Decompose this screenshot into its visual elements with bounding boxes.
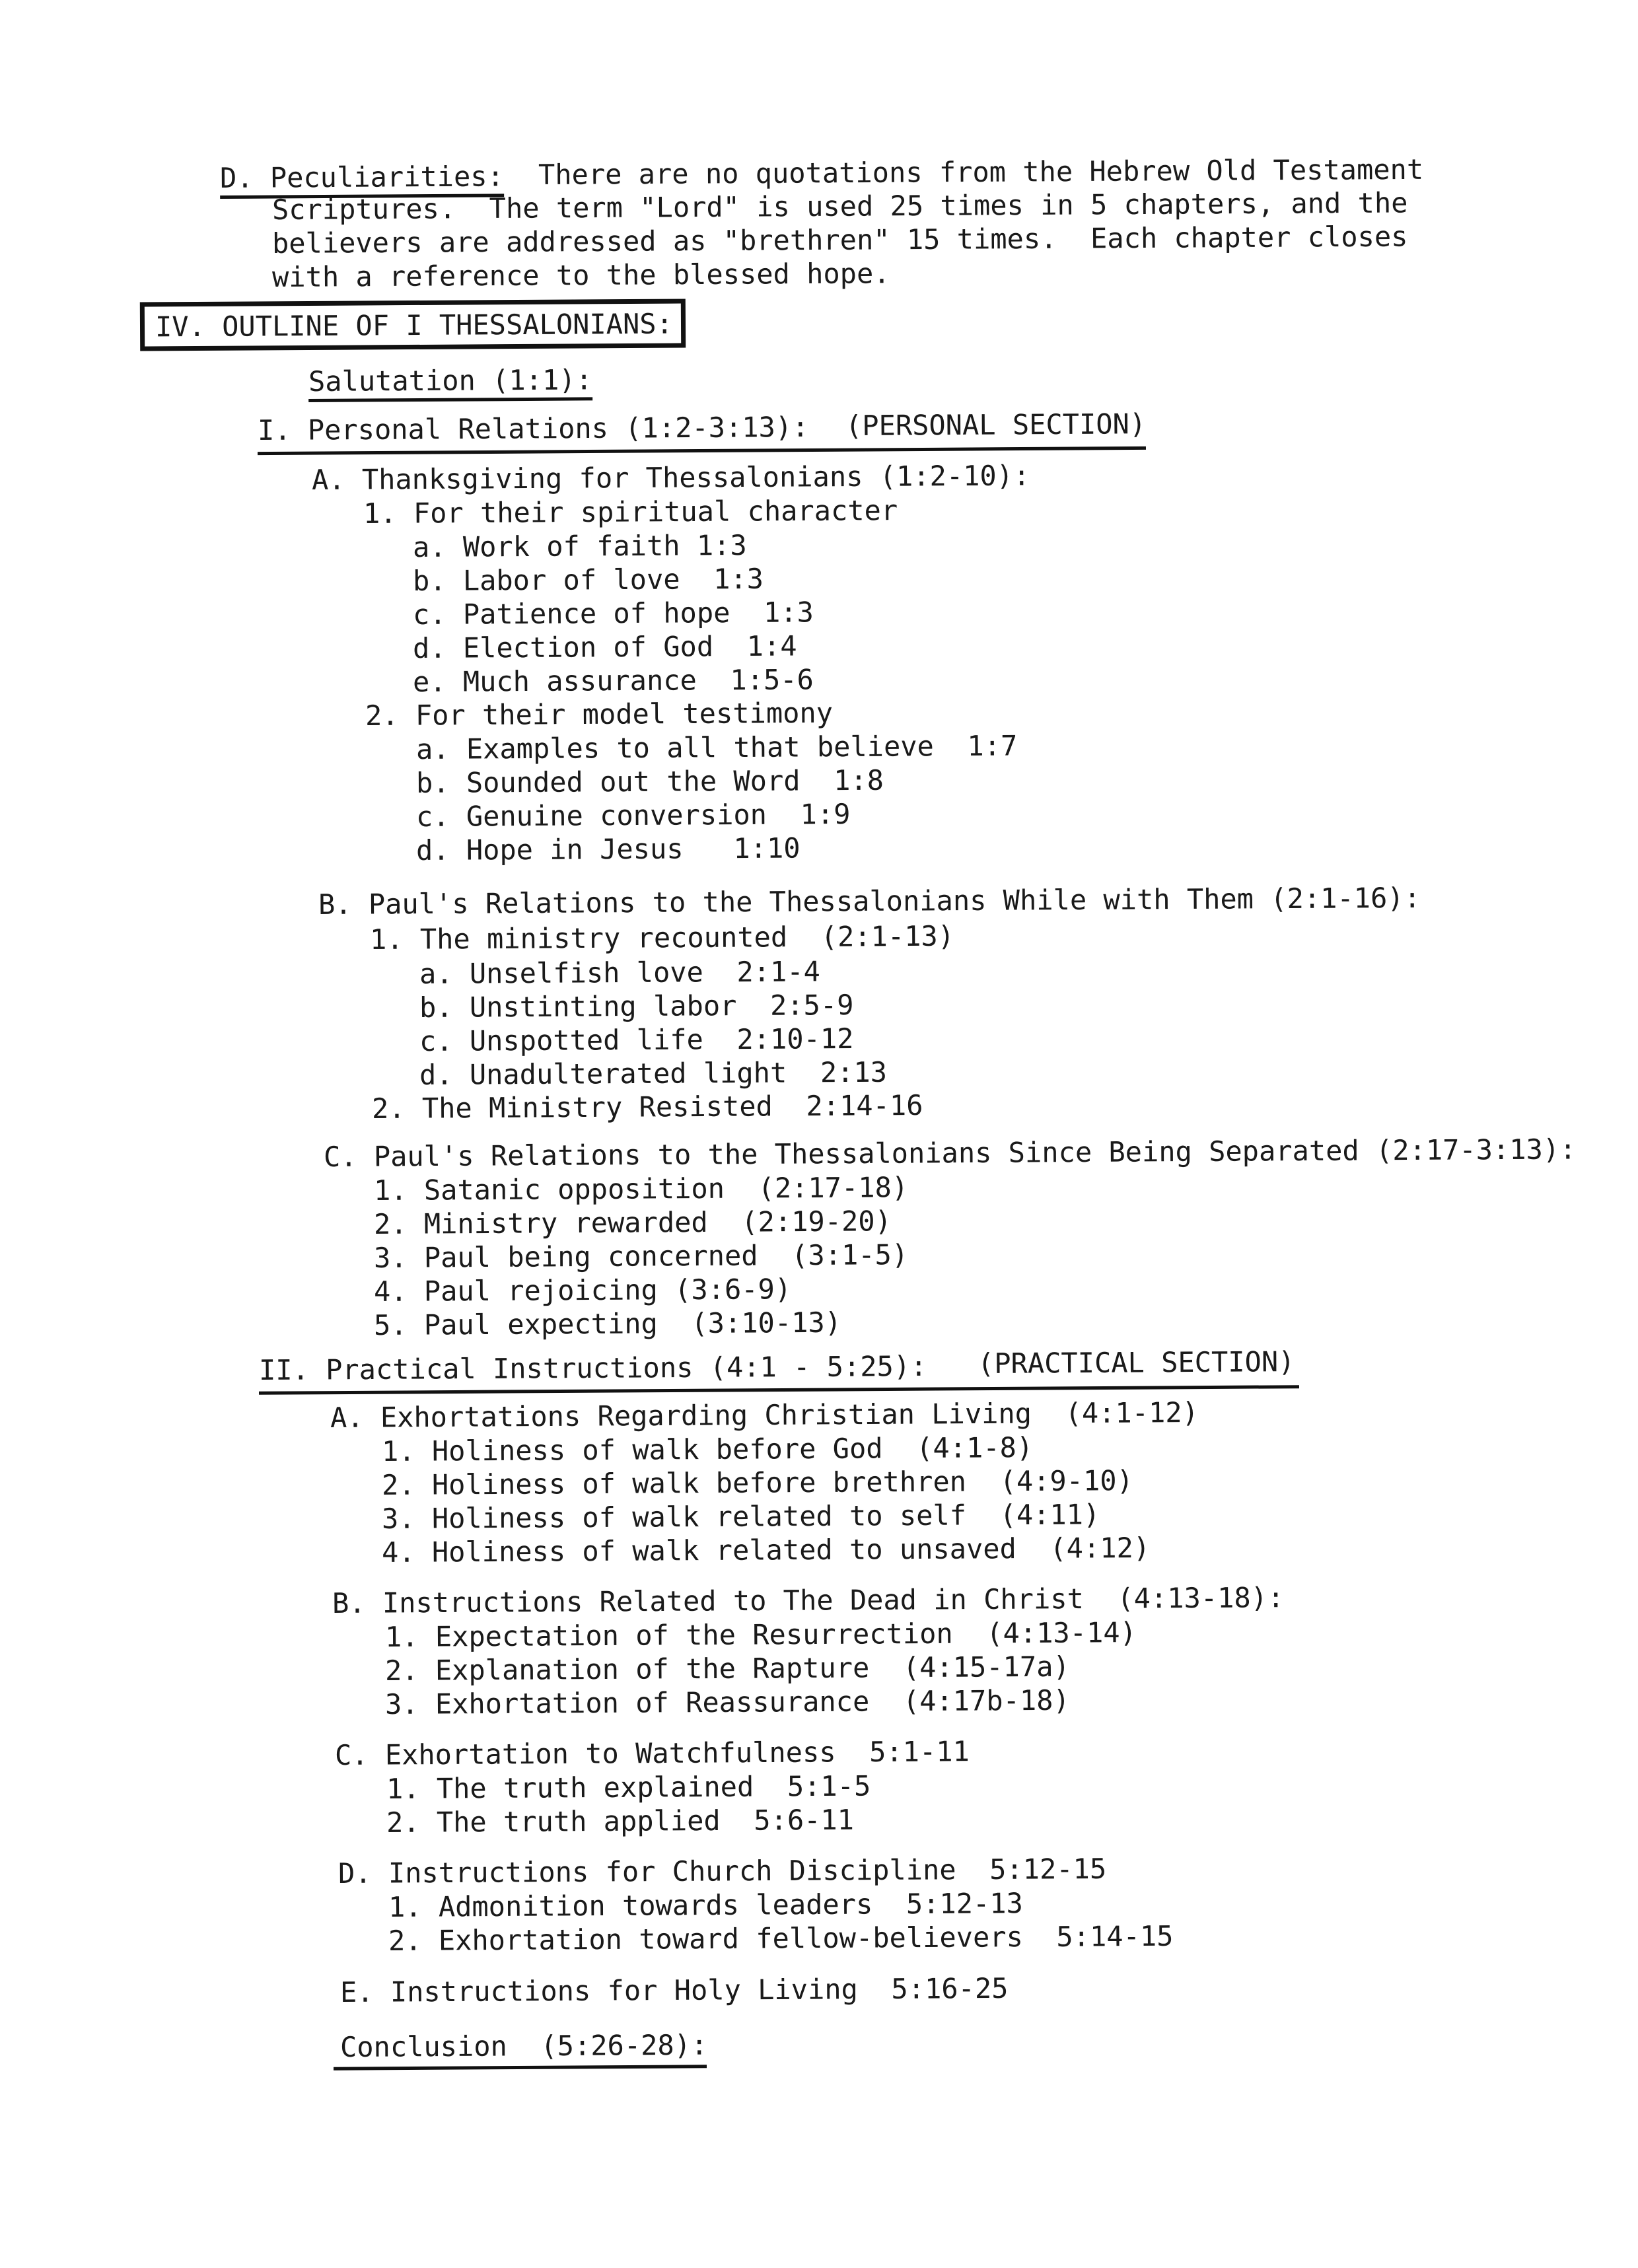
part1-C-item-1: 1. Satanic opposition (2:17-18): [373, 1171, 909, 1207]
part1-B-item-1a: a. Unselfish love 2:1-4: [419, 955, 821, 990]
part1-A-item-2b: b. Sounded out the Word 1:8: [415, 763, 884, 799]
part1-A-item-2: 2. For their model testimony: [365, 696, 834, 732]
conclusion: Conclusion (5:26-28):: [339, 2028, 708, 2063]
part1-underline: [258, 446, 1146, 455]
peculiarities-line-1: There are no quotations from the Hebrew Old Testament: [538, 153, 1424, 191]
conclusion-underline: [334, 2065, 707, 2070]
part1-B-title: B. Paul's Relations to the Thessalonians While with Them (2:1-16):: [318, 881, 1421, 921]
part1-tag: (PERSONAL SECTION): [845, 408, 1147, 442]
peculiarities-heading: D. Peculiarities:: [220, 160, 504, 195]
part1-B-item-1c: c. Unspotted life 2:10-12: [419, 1022, 854, 1057]
salutation: Salutation (1:1):: [308, 363, 592, 398]
part1-A-item-1b: b. Labor of love 1:3: [412, 562, 764, 597]
part2-D-item-2: 2. Exhortation toward fellow-believers 5:14-15: [388, 1919, 1174, 1957]
part1-A-item-1e: e. Much assurance 1:5-6: [412, 663, 814, 698]
part2-A-item-4: 4. Holiness of walk related to unsaved (4:12): [381, 1531, 1151, 1569]
part2-A-title: A. Exhortations Regarding Christian Living (4:1-12): [330, 1396, 1199, 1434]
part2-D-item-1: 1. Admonition towards leaders 5:12-13: [388, 1887, 1024, 1923]
part1-A-item-1d: d. Election of God 1:4: [412, 629, 797, 664]
part1-C-title: C. Paul's Relations to the Thessalonians Since Being Separated (2:17-3:13):: [323, 1133, 1577, 1173]
part2-underline: [259, 1385, 1299, 1395]
peculiarities-line-2: Scriptures. The term "Lord" is used 25 times in 5 chapters, and the: [271, 186, 1408, 226]
part1-C-item-3: 3. Paul being concerned (3:1-5): [373, 1238, 909, 1274]
part1-C-item-2: 2. Ministry rewarded (2:19-20): [373, 1205, 892, 1240]
part1-B-item-2: 2. The Ministry Resisted 2:14-16: [371, 1088, 923, 1125]
part1-C-item-4: 4. Paul rejoicing (3:6-9): [373, 1273, 792, 1308]
part2-C-item-1: 1. The truth explained 5:1-5: [386, 1769, 871, 1805]
part2-A-item-2: 2. Holiness of walk before brethren (4:9-10): [381, 1464, 1134, 1501]
part2-D-title: D. Instructions for Church Discipline 5:12-15: [338, 1852, 1107, 1890]
part1-A-item-2c: c. Genuine conversion 1:9: [415, 797, 851, 833]
part2-tag: (PRACTICAL SECTION): [977, 1345, 1295, 1380]
part2-B-item-1: 1. Expectation of the Resurrection (4:13-14): [384, 1616, 1137, 1653]
part2-A-item-3: 3. Holiness of walk related to self (4:11): [381, 1498, 1100, 1535]
peculiarities-line-3: believers are addressed as "brethren" 15 times. Each chapter closes: [271, 220, 1408, 260]
part2-E-title: E. Instructions for Holy Living 5:16-25: [339, 1971, 1009, 2008]
part1-A-item-1: 1. For their spiritual character: [363, 494, 898, 530]
part2-B-item-3: 3. Exhortation of Reassurance (4:17b-18): [384, 1683, 1070, 1720]
part1-heading: I. Personal Relations (1:2-3:13):: [257, 410, 809, 446]
part1-A-item-1a: a. Work of faith 1:3: [412, 528, 747, 563]
part1-A-item-2a: a. Examples to all that believe 1:7: [415, 729, 1018, 765]
part1-A-item-2d: d. Hope in Jesus 1:10: [415, 832, 801, 867]
part2-C-title: C. Exhortation to Watchfulness 5:1-11: [334, 1735, 970, 1771]
part2-heading: II. Practical Instructions (4:1 - 5:25):: [258, 1349, 927, 1386]
outline-heading: IV. OUTLINE OF I THESSALONIANS:: [155, 307, 674, 343]
part2-B-item-2: 2. Explanation of the Rapture (4:15-17a): [384, 1650, 1070, 1687]
part2-C-item-2: 2. The truth applied 5:6-11: [386, 1803, 855, 1839]
part1-A-title: A. Thanksgiving for Thessalonians (1:2-10):: [311, 459, 1030, 496]
part1-C-item-5: 5. Paul expecting (3:10-13): [373, 1306, 842, 1341]
part1-A-item-1c: c. Patience of hope 1:3: [412, 596, 814, 631]
peculiarities-line-4: with a reference to the blessed hope.: [271, 257, 890, 293]
part1-B-item-1d: d. Unadulterated light 2:13: [419, 1055, 888, 1091]
outline-heading-box: [140, 299, 686, 351]
part1-B-item-1: 1. The ministry recounted (2:1-13): [369, 919, 955, 956]
part2-B-title: B. Instructions Related to The Dead in Christ (4:13-18):: [332, 1581, 1285, 1619]
part2-A-item-1: 1. Holiness of walk before God (4:1-8): [381, 1431, 1034, 1468]
part1-B-item-1b: b. Unstinting labor 2:5-9: [419, 988, 854, 1024]
